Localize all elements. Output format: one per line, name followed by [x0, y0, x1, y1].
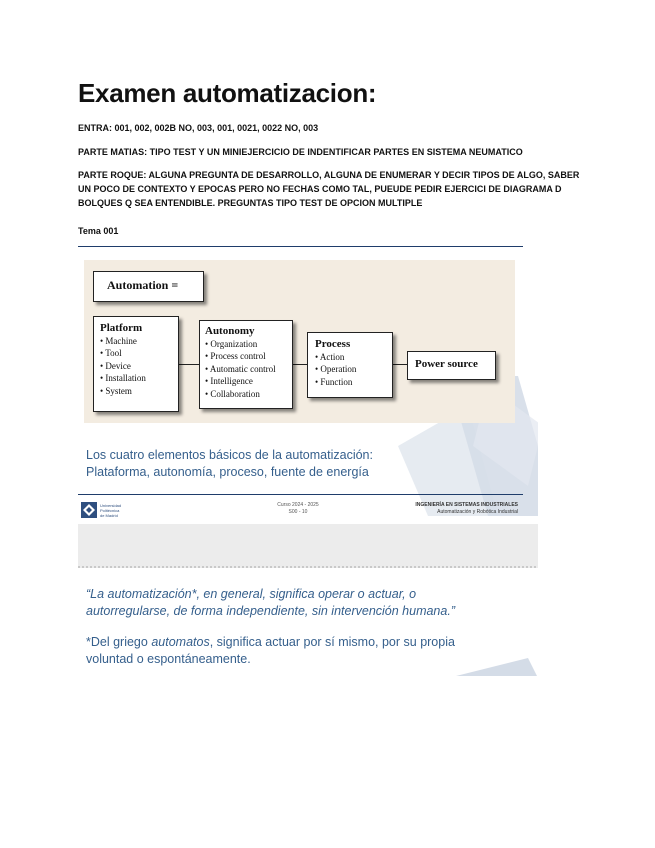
- platform-box: [93, 316, 179, 412]
- university-logo-icon: [80, 501, 98, 519]
- note-line-2: voluntad o espontáneamente.: [86, 652, 251, 666]
- list-item: • Operation: [315, 363, 392, 375]
- list-item: • Collaboration: [205, 388, 292, 400]
- slide-automation-elements: [78, 246, 538, 524]
- automation-heading-box: [93, 271, 204, 302]
- course-name: Automatización y Robótica Industrial: [437, 509, 518, 515]
- note-line-1: [86, 634, 506, 651]
- list-item: • Intelligence: [205, 375, 292, 387]
- list-item: • Installation: [100, 372, 178, 384]
- list-item: • Function: [315, 376, 392, 388]
- connector-platform-autonomy: [179, 364, 199, 365]
- platform-list: [100, 335, 178, 397]
- course-code: S00 - 10: [288, 509, 308, 515]
- quote-line-2: autorregularse, de forma independiente, sin intervención humana.”: [86, 604, 455, 618]
- course-info: [263, 502, 333, 516]
- etymology-note: [86, 634, 506, 668]
- note-greek-word: automatos: [151, 635, 210, 649]
- slide-footer-rule: [78, 494, 523, 495]
- connector-process-power: [393, 364, 407, 365]
- topic-label: Tema 001: [78, 226, 119, 236]
- autonomy-title: Autonomy: [205, 325, 255, 337]
- slide-top-rule: [78, 246, 523, 247]
- connector-autonomy-process: [293, 364, 307, 365]
- note-prefix: *Del griego: [86, 635, 152, 649]
- program-info: [368, 502, 518, 516]
- logo-text-line: Politécnica: [100, 507, 120, 513]
- slide-separator-dots: [78, 566, 538, 568]
- list-item: • Automatic control: [205, 363, 292, 375]
- list-item: • System: [100, 385, 178, 397]
- process-box: [307, 332, 393, 398]
- slide-definition: [78, 578, 538, 676]
- caption-line-2: Plataforma, autonomía, proceso, fuente de energía: [86, 465, 369, 479]
- process-list: [315, 351, 392, 388]
- quote-line-1: “La automatización*, en general, significa operar o actuar, o: [86, 587, 417, 601]
- logo-text-line: Universidad: [100, 502, 122, 508]
- paragraph-entra: ENTRA: 001, 002, 002B NO, 003, 001, 0021, 0022 NO, 003: [78, 123, 319, 133]
- slide-separator-strip: [78, 524, 538, 568]
- course-year: Curso 2024 - 2025: [277, 502, 319, 508]
- automation-heading-label: Automation =: [107, 278, 179, 292]
- list-item: • Tool: [100, 347, 178, 359]
- program-name: INGENIERÍA EN SISTEMAS INDUSTRIALES: [415, 502, 518, 508]
- note-rest: , significa actuar por sí mismo, por su propia: [209, 635, 455, 649]
- list-item: • Device: [100, 360, 178, 372]
- autonomy-list: [205, 338, 292, 400]
- power-source-box: [407, 351, 496, 380]
- autonomy-box: [199, 320, 293, 409]
- power-source-title: Power source: [415, 358, 478, 370]
- list-item: • Action: [315, 351, 392, 363]
- university-logo: [80, 500, 130, 520]
- definition-quote: [86, 586, 506, 620]
- process-title: Process: [315, 338, 351, 350]
- caption-line-1: Los cuatro elementos básicos de la automatización:: [86, 448, 373, 462]
- slide-caption: [86, 447, 506, 481]
- list-item: • Machine: [100, 335, 178, 347]
- platform-title: Platform: [100, 322, 143, 334]
- page-title: Examen automatizacion:: [78, 78, 377, 108]
- paragraph-parte-roque: PARTE ROQUE: ALGUNA PREGUNTA DE DESARROLLO, ALGUNA DE ENUMERAR Y DECIR TIPOS DE ALGO, SABER UN POCO DE CONTEXTO Y EPOCAS PERO NO FECHAS COMO TAL, PUEUDE PEDIR EJERCICI DE DIAGRAMA D BOLQUES Q SEA ENTENDIBLE. PREGUNTAS TIPO TEST DE OPCION MULTIPLE: [78, 170, 580, 208]
- logo-text-line: de Madrid: [100, 512, 118, 518]
- paragraph-parte-matias: PARTE MATIAS: TIPO TEST Y UN MINIEJERCICIO DE INDENTIFICAR PARTES EN SISTEMA NEUMATICO: [78, 147, 523, 157]
- list-item: • Organization: [205, 338, 292, 350]
- university-logo-text: [100, 503, 121, 518]
- list-item: • Process control: [205, 350, 292, 362]
